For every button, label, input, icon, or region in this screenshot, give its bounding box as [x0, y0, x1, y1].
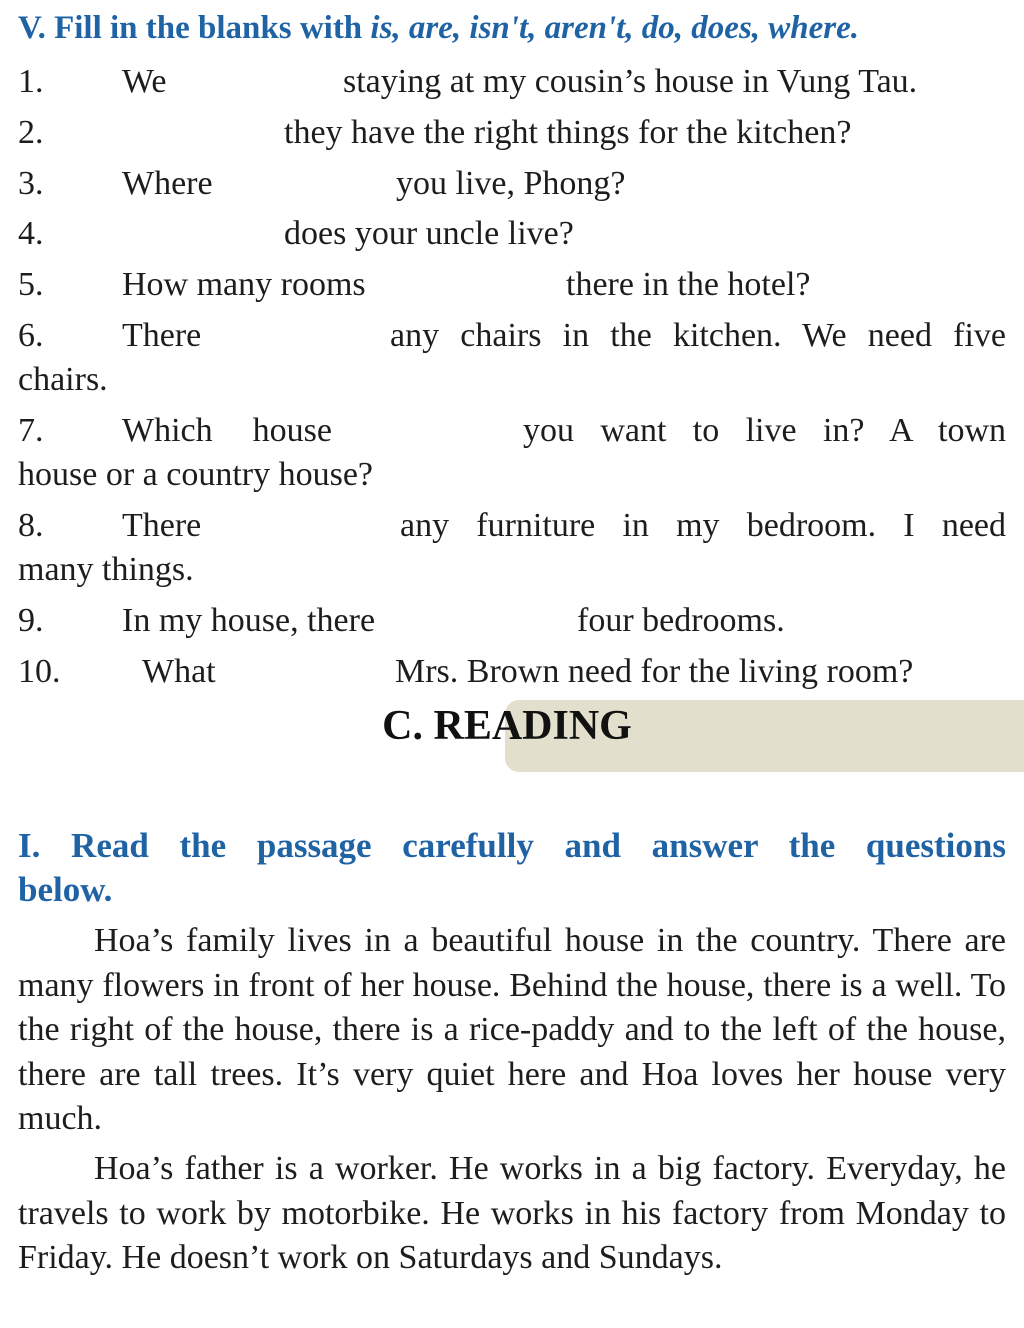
item-text-before: Where: [122, 165, 213, 202]
item-number: 2.: [18, 114, 44, 151]
item-text-before: In my house, there: [122, 602, 376, 639]
item-text-before: There: [122, 507, 202, 544]
item-number: 8.: [18, 507, 44, 544]
item-number: 10.: [18, 653, 61, 690]
item-text-after: does your uncle live?: [284, 215, 574, 252]
section-v-heading: [18, 10, 1008, 47]
item-continuation: many things.: [18, 551, 194, 588]
item-text-before: Which house: [122, 412, 332, 449]
reading-title: C. READING: [382, 703, 632, 749]
item-text-after: Mrs. Brown need for the living room?: [395, 653, 914, 690]
item-text-before: How many rooms: [122, 266, 366, 303]
item-text-after: they have the right things for the kitchen?: [284, 114, 852, 151]
item-number: 5.: [18, 266, 44, 303]
item-text-after: four bedrooms.: [577, 602, 785, 639]
item-continuation: house or a country house?: [18, 456, 374, 493]
item-text-after: there in the hotel?: [566, 266, 811, 303]
section-v-word-bank: is, are, isn't, aren't, do, does, where.: [370, 10, 860, 46]
item-text-after: any furniture in my bedroom. I need: [400, 507, 1006, 544]
item-text-after: you live, Phong?: [396, 165, 626, 202]
passage-paragraph: Hoa’s family lives in a beautiful house in the country. There are many flowers in front of her house. Behind the house, there is a well. To the right of the house, there is a rice-paddy and to the left of the house, there are tall trees. It’s very quiet here and Hoa loves her house very much.: [18, 922, 1006, 1137]
item-text-after: staying at my cousin’s house in Vung Tau.: [343, 63, 918, 100]
item-number: 1.: [18, 63, 44, 100]
item-number: 4.: [18, 215, 44, 252]
item-number: 7.: [18, 412, 44, 449]
item-number: 6.: [18, 317, 44, 354]
item-text-after: any chairs in the kitchen. We need five: [390, 317, 1006, 354]
item-number: 9.: [18, 602, 44, 639]
item-text-before: We: [122, 63, 167, 100]
item-continuation: chairs.: [18, 361, 108, 398]
section-i-heading-cont: below.: [18, 870, 113, 909]
item-number: 3.: [18, 165, 44, 202]
item-text-before: What: [142, 653, 216, 690]
passage-paragraph: Hoa’s father is a worker. He works in a big factory. Everyday, he travels to work by motorbike. He works in his factory from Monday to Friday. He doesn’t work on Saturdays and Sundays.: [18, 1150, 1006, 1276]
section-i-heading: I. Read the passage carefully and answer the questions: [18, 826, 1006, 865]
item-text-before: There: [122, 317, 202, 354]
item-text-after: you want to live in? A town: [523, 412, 1006, 449]
section-v-prefix: V. Fill in the blanks with: [18, 10, 371, 46]
